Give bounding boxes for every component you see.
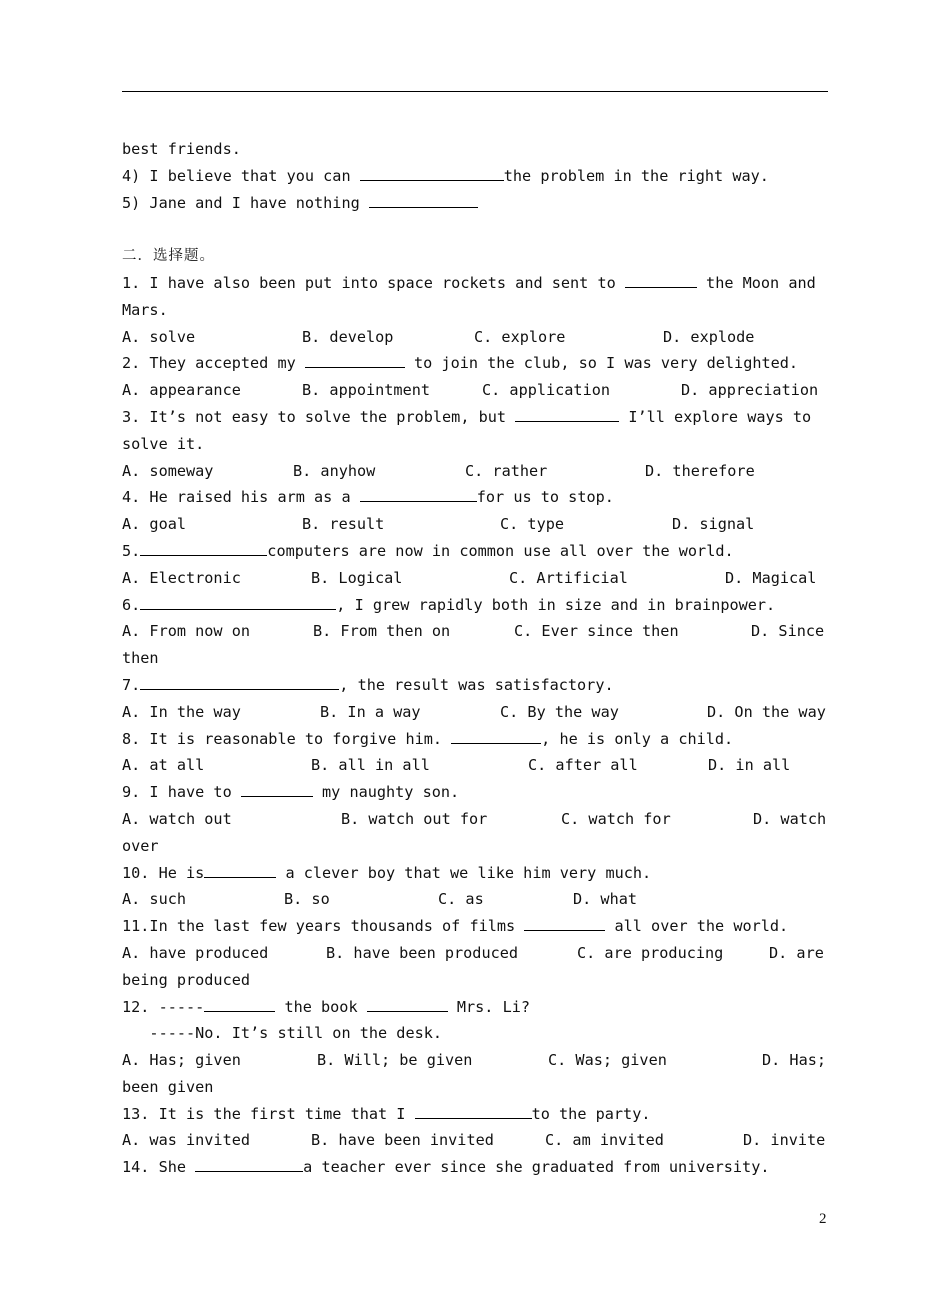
option-b[interactable]: B. develop bbox=[302, 327, 394, 346]
answer-blank[interactable] bbox=[204, 863, 276, 878]
answer-blank[interactable] bbox=[369, 193, 478, 208]
option-d[interactable]: D. On the way bbox=[707, 702, 826, 721]
question-3-cont: solve it. bbox=[122, 434, 205, 453]
option-d[interactable]: D. watch bbox=[753, 809, 827, 828]
option-c[interactable]: C. Was; given bbox=[548, 1051, 667, 1070]
answer-blank[interactable] bbox=[140, 675, 339, 690]
question-2: 2. They accepted my to join the club, so I was very delighted. bbox=[122, 354, 799, 373]
answer-blank[interactable] bbox=[451, 729, 541, 744]
option-a[interactable]: A. goal bbox=[122, 515, 187, 534]
option-c[interactable]: C. are producing bbox=[577, 943, 724, 962]
option-b[interactable]: B. Will; be given bbox=[317, 1051, 473, 1070]
answer-blank[interactable] bbox=[140, 595, 336, 610]
options-11-cont: being produced bbox=[122, 970, 251, 989]
question-4: 4. He raised his arm as a for us to stop. bbox=[122, 488, 614, 507]
option-c[interactable]: C. rather bbox=[465, 461, 548, 480]
answer-blank[interactable] bbox=[360, 166, 504, 181]
options-7 bbox=[122, 699, 828, 726]
option-a[interactable]: A. someway bbox=[122, 461, 214, 480]
option-b[interactable]: B. From then on bbox=[313, 622, 451, 641]
option-c[interactable]: C. type bbox=[500, 515, 565, 534]
option-b[interactable]: B. watch out for bbox=[341, 809, 488, 828]
options-12 bbox=[122, 1047, 828, 1074]
answer-blank[interactable] bbox=[625, 273, 697, 288]
option-c[interactable]: C. as bbox=[438, 890, 484, 909]
option-a[interactable]: A. watch out bbox=[122, 809, 232, 828]
option-b[interactable]: B. all in all bbox=[311, 756, 430, 775]
question-13: 13. It is the first time that I to the party. bbox=[122, 1104, 651, 1123]
option-d[interactable]: D. in all bbox=[708, 756, 791, 775]
option-a[interactable]: A. Has; given bbox=[122, 1051, 241, 1070]
question-7: 7. , the result was satisfactory. bbox=[122, 675, 614, 694]
question-5: 5. computers are now in common use all over the world. bbox=[122, 541, 734, 560]
question-11: 11.In the last few years thousands of films all over the world. bbox=[122, 917, 789, 936]
options-13 bbox=[122, 1127, 828, 1154]
question-9: 9. I have to my naughty son. bbox=[122, 783, 460, 802]
answer-blank[interactable] bbox=[204, 997, 275, 1012]
option-d[interactable]: D. appreciation bbox=[681, 381, 819, 400]
option-b[interactable]: B. have been produced bbox=[326, 943, 519, 962]
header-rule bbox=[122, 91, 828, 92]
answer-blank[interactable] bbox=[195, 1157, 303, 1172]
options-3 bbox=[122, 458, 828, 485]
option-b[interactable]: B. result bbox=[302, 515, 385, 534]
option-a[interactable]: A. appearance bbox=[122, 381, 241, 400]
option-d[interactable]: D. explode bbox=[663, 327, 755, 346]
option-c[interactable]: C. am invited bbox=[545, 1131, 664, 1150]
option-c[interactable]: C. after all bbox=[528, 756, 638, 775]
question-6: 6. , I grew rapidly both in size and in brainpower. bbox=[122, 595, 776, 614]
option-c[interactable]: C. Artificial bbox=[509, 568, 628, 587]
document-body bbox=[122, 136, 828, 1181]
answer-blank[interactable] bbox=[140, 541, 267, 556]
option-c[interactable]: C. By the way bbox=[500, 702, 619, 721]
question-14: 14. She a teacher ever since she graduated from university. bbox=[122, 1158, 770, 1177]
option-a[interactable]: A. From now on bbox=[122, 622, 251, 641]
spacer bbox=[122, 216, 828, 243]
options-9-cont: over bbox=[122, 836, 159, 855]
question-3: 3. It’s not easy to solve the problem, but I’ll explore ways to bbox=[122, 407, 812, 426]
option-a[interactable]: A. have produced bbox=[122, 943, 269, 962]
options-2 bbox=[122, 377, 828, 404]
option-d[interactable]: D. Magical bbox=[725, 568, 817, 587]
options-4 bbox=[122, 511, 828, 538]
option-d[interactable]: D. Has; bbox=[762, 1051, 827, 1070]
answer-blank[interactable] bbox=[367, 997, 448, 1012]
option-d[interactable]: D. are bbox=[769, 943, 824, 962]
question-10: 10. He is a clever boy that we like him very much. bbox=[122, 863, 652, 882]
option-b[interactable]: B. Logical bbox=[311, 568, 403, 587]
options-8 bbox=[122, 752, 828, 779]
question-12-reply: -----No. It’s still on the desk. bbox=[122, 1024, 443, 1043]
answer-blank[interactable] bbox=[524, 916, 605, 931]
option-a[interactable]: A. solve bbox=[122, 327, 196, 346]
options-12-cont: been given bbox=[122, 1077, 214, 1096]
page-number: 2 bbox=[819, 1211, 827, 1227]
section-title: 二．选择题。 bbox=[122, 248, 215, 265]
text-line: best friends. bbox=[122, 140, 241, 158]
option-a[interactable]: A. was invited bbox=[122, 1131, 251, 1150]
question-1: 1. I have also been put into space rockets and sent to the Moon and bbox=[122, 273, 816, 292]
options-11 bbox=[122, 940, 828, 967]
options-6-cont: then bbox=[122, 649, 159, 668]
option-b[interactable]: B. so bbox=[284, 890, 330, 909]
option-d[interactable]: D. what bbox=[573, 890, 638, 909]
option-b[interactable]: B. anyhow bbox=[293, 461, 376, 480]
question-12: 12. ----- the book Mrs. Li? bbox=[122, 997, 531, 1016]
options-6 bbox=[122, 618, 828, 645]
options-5 bbox=[122, 565, 828, 592]
option-a[interactable]: A. at all bbox=[122, 756, 205, 775]
answer-blank[interactable] bbox=[360, 487, 477, 502]
answer-blank[interactable] bbox=[515, 407, 619, 422]
option-d[interactable]: D. Since bbox=[751, 622, 825, 641]
option-c[interactable]: C. application bbox=[482, 381, 611, 400]
option-c[interactable]: C. Ever since then bbox=[514, 622, 679, 641]
option-b[interactable]: B. In a way bbox=[320, 702, 421, 721]
option-d[interactable]: D. signal bbox=[672, 515, 755, 534]
option-c[interactable]: C. explore bbox=[474, 327, 566, 346]
answer-blank[interactable] bbox=[305, 353, 405, 368]
options-1 bbox=[122, 324, 828, 351]
question-8: 8. It is reasonable to forgive him. , he is only a child. bbox=[122, 729, 734, 748]
fill-in-4: 4) I believe that you can the problem in the right way. bbox=[122, 166, 769, 185]
fill-in-5: 5) Jane and I have nothing bbox=[122, 190, 828, 217]
question-1-cont: Mars. bbox=[122, 300, 168, 319]
option-b[interactable]: B. have been invited bbox=[311, 1131, 494, 1150]
answer-blank[interactable] bbox=[241, 782, 313, 797]
answer-blank[interactable] bbox=[415, 1104, 532, 1119]
option-d[interactable]: D. invite bbox=[743, 1131, 826, 1150]
option-b[interactable]: B. appointment bbox=[302, 381, 431, 400]
option-d[interactable]: D. therefore bbox=[645, 461, 755, 480]
options-10 bbox=[122, 886, 828, 913]
option-a[interactable]: A. In the way bbox=[122, 702, 241, 721]
option-a[interactable]: A. such bbox=[122, 890, 187, 909]
options-9 bbox=[122, 806, 828, 833]
option-a[interactable]: A. Electronic bbox=[122, 568, 241, 587]
option-c[interactable]: C. watch for bbox=[561, 809, 671, 828]
